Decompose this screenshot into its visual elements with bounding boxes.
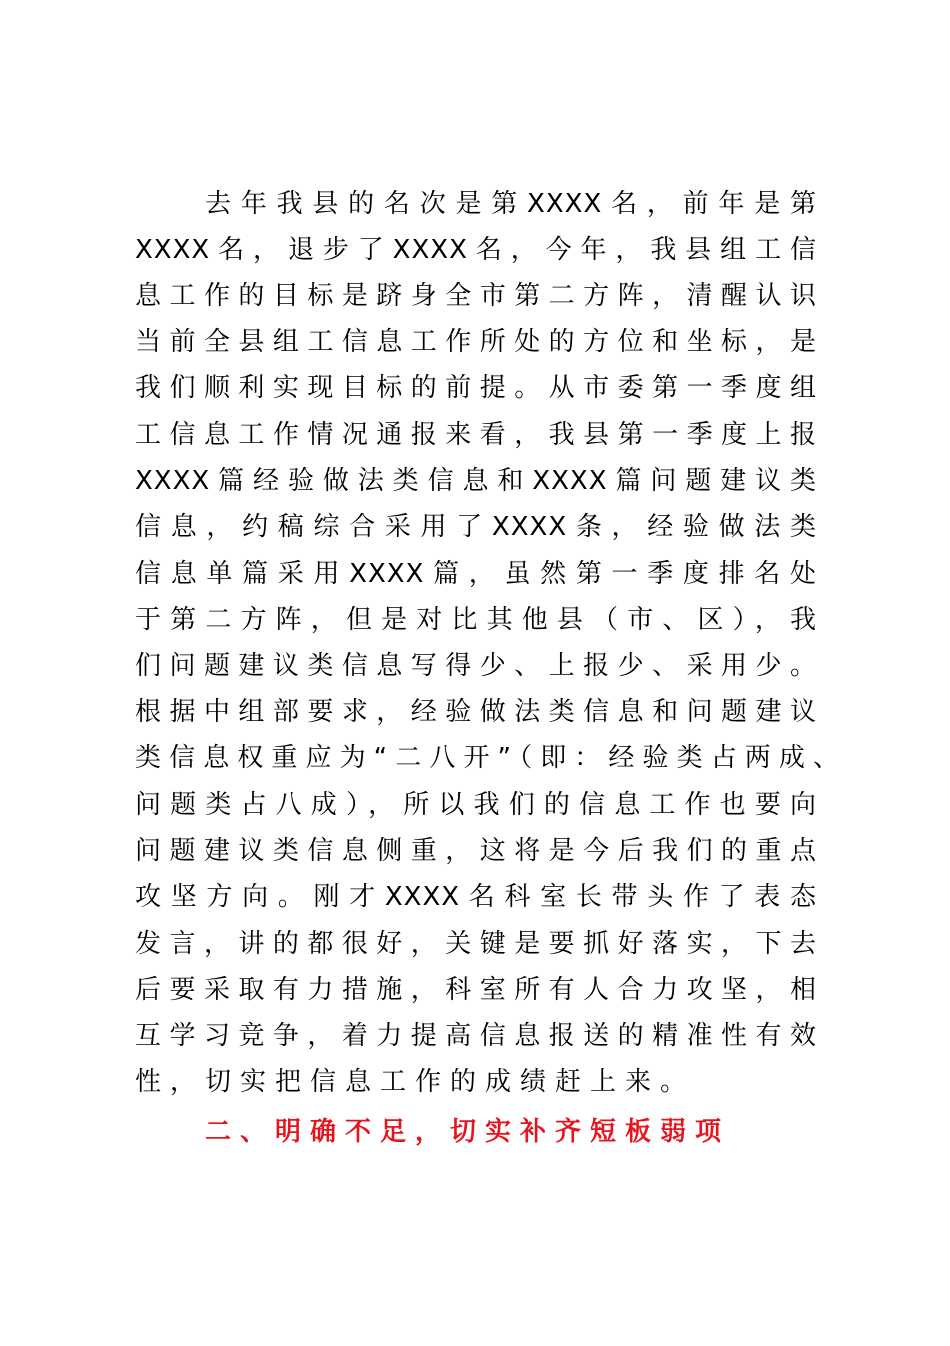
paragraph-line: 们问题建议类信息写得少、上报少、采用少。 bbox=[135, 651, 817, 681]
paragraph-line: 发言，讲的都很好，关键是要抓好落实，下去 bbox=[135, 929, 817, 959]
paragraph-line: 去年我县的名次是第XXXX名，前年是第 bbox=[205, 189, 817, 219]
paragraph-line: 问题类占八成），所以我们的信息工作也要向 bbox=[135, 790, 817, 820]
paragraph-line: 问题建议类信息侧重，这将是今后我们的重点 bbox=[135, 836, 817, 866]
paragraph-line: 息工作的目标是跻身全市第二方阵，清醒认识 bbox=[135, 281, 817, 311]
paragraph-line: 于第二方阵，但是对比其他县（市、区），我 bbox=[135, 605, 817, 635]
paragraph-line: 当前全县组工信息工作所处的方位和坐标，是 bbox=[135, 327, 817, 357]
paragraph-line: 根据中组部要求，经验做法类信息和问题建议 bbox=[135, 697, 817, 727]
paragraph-line: XXXX名，退步了XXXX名，今年，我县组工信 bbox=[135, 235, 817, 265]
paragraph-line: XXXX篇经验做法类信息和XXXX篇问题建议类 bbox=[135, 466, 817, 496]
paragraph-line: 攻坚方向。刚才XXXX名科室长带头作了表态 bbox=[135, 882, 817, 912]
paragraph-line: 互学习竞争，着力提高信息报送的精准性有效 bbox=[135, 1021, 817, 1051]
paragraph-line: 类信息权重应为“二八开”（即：经验类占两成、 bbox=[135, 743, 840, 773]
section-heading: 二、明确不足，切实补齐短板弱项 bbox=[205, 1117, 731, 1147]
paragraph-line: 性，切实把信息工作的成绩赶上来。 bbox=[135, 1067, 696, 1097]
paragraph-line: 信息，约稿综合采用了XXXX条，经验做法类 bbox=[135, 512, 817, 542]
paragraph-line: 我们顺利实现目标的前提。从市委第一季度组 bbox=[135, 373, 817, 403]
paragraph-line: 信息单篇采用XXXX篇，虽然第一季度排名处 bbox=[135, 559, 817, 589]
paragraph-line: 工信息工作情况通报来看，我县第一季度上报 bbox=[135, 420, 817, 450]
paragraph-line: 后要采取有力措施，科室所有人合力攻坚，相 bbox=[135, 975, 817, 1005]
